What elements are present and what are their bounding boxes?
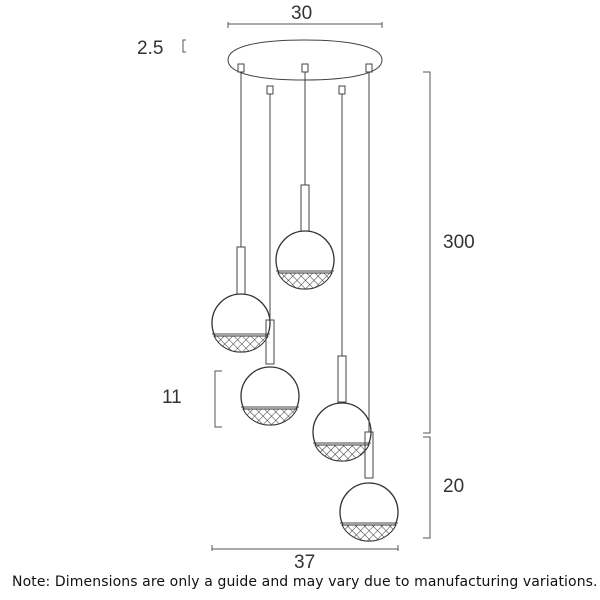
- pendant-5: [340, 64, 398, 541]
- disclaimer-note: Note: Dimensions are only a guide and may vary due to manufacturing variations.: [12, 574, 598, 590]
- pendant-1: [212, 64, 270, 352]
- pendant-3: [276, 64, 334, 289]
- globe-diameter-label: 11: [162, 387, 182, 408]
- overall-width-label: 37: [294, 552, 316, 573]
- lowest-pendant-height-label: 20: [443, 476, 465, 497]
- canopy-diameter-label: 30: [291, 3, 313, 24]
- overall-drop-label: 300: [443, 232, 475, 253]
- canopy-height-label: 2.5: [137, 38, 164, 59]
